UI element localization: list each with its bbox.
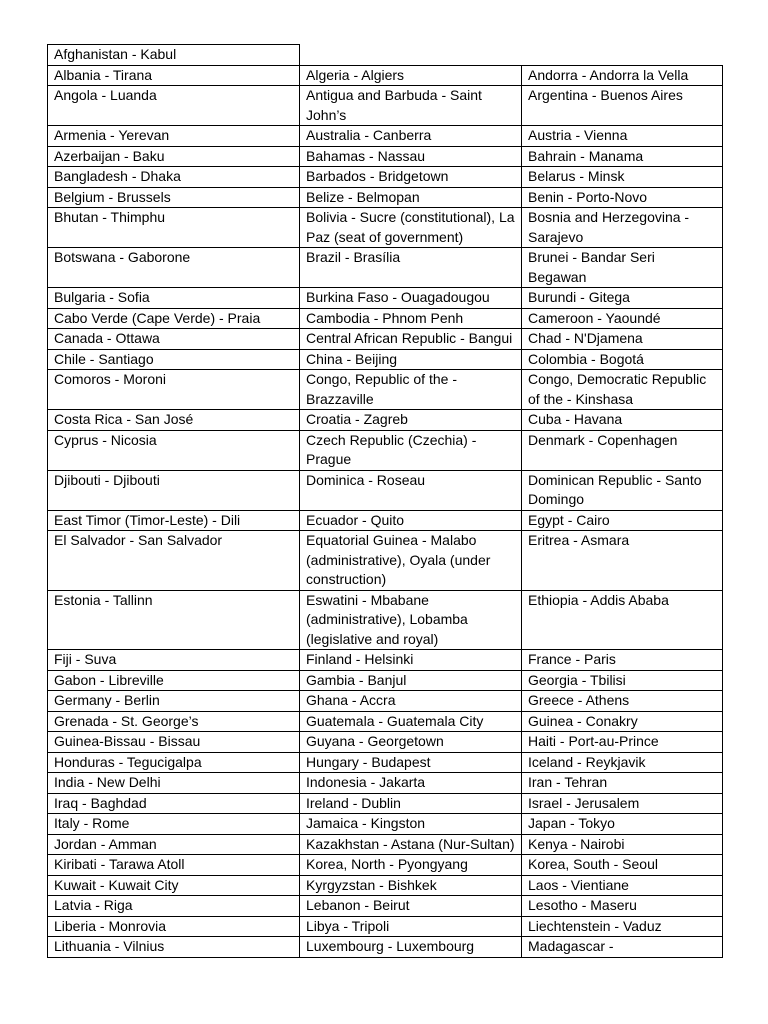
empty-cell	[300, 45, 522, 66]
table-row	[48, 126, 723, 147]
table-row	[48, 531, 723, 591]
table-row	[48, 590, 723, 650]
table-cell: Guyana - Georgetown	[300, 732, 522, 753]
table-row	[48, 430, 723, 470]
table-row	[48, 711, 723, 732]
table-cell: Dominican Republic - Santo Domingo	[522, 470, 723, 510]
table-cell: Latvia - Riga	[48, 896, 300, 917]
table-cell: Congo, Republic of the - Brazzaville	[300, 370, 522, 410]
table-cell: Ireland - Dublin	[300, 793, 522, 814]
table-cell: India - New Delhi	[48, 773, 300, 794]
table-cell: Belize - Belmopan	[300, 187, 522, 208]
table-cell: Antigua and Barbuda - Saint John’s	[300, 86, 522, 126]
table-cell: Brazil - Brasília	[300, 248, 522, 288]
table-cell: Kazakhstan - Astana (Nur-Sultan)	[300, 834, 522, 855]
table-cell: Cambodia - Phnom Penh	[300, 308, 522, 329]
table-cell: Ghana - Accra	[300, 691, 522, 712]
table-cell: Haiti - Port-au-Prince	[522, 732, 723, 753]
table-row	[48, 937, 723, 958]
table-row	[48, 470, 723, 510]
table-cell: Grenada - St. George’s	[48, 711, 300, 732]
table-cell: France - Paris	[522, 650, 723, 671]
table-cell: Denmark - Copenhagen	[522, 430, 723, 470]
table-row	[48, 187, 723, 208]
table-row	[48, 773, 723, 794]
table-cell: Kyrgyzstan - Bishkek	[300, 875, 522, 896]
table-cell: Lesotho - Maseru	[522, 896, 723, 917]
table-cell: Lithuania - Vilnius	[48, 937, 300, 958]
table-cell: Congo, Democratic Republic of the - Kinshasa	[522, 370, 723, 410]
table-cell: Bulgaria - Sofia	[48, 288, 300, 309]
table-cell: Brunei - Bandar Seri Begawan	[522, 248, 723, 288]
table-cell: Egypt - Cairo	[522, 510, 723, 531]
table-cell: Ethiopia - Addis Ababa	[522, 590, 723, 650]
table-row	[48, 167, 723, 188]
table-cell: Guinea-Bissau - Bissau	[48, 732, 300, 753]
table-cell: Colombia - Bogotá	[522, 349, 723, 370]
table-row	[48, 370, 723, 410]
table-row	[48, 349, 723, 370]
table-cell: Cabo Verde (Cape Verde) - Praia	[48, 308, 300, 329]
table-cell: Belgium - Brussels	[48, 187, 300, 208]
table-cell: Bhutan - Thimphu	[48, 208, 300, 248]
table-cell: Benin - Porto-Novo	[522, 187, 723, 208]
table-cell: Kenya - Nairobi	[522, 834, 723, 855]
table-cell: Lebanon - Beirut	[300, 896, 522, 917]
table-cell: Barbados - Bridgetown	[300, 167, 522, 188]
table-cell: Costa Rica - San José	[48, 410, 300, 431]
table-cell: Ecuador - Quito	[300, 510, 522, 531]
table-cell: Azerbaijan - Baku	[48, 146, 300, 167]
table-cell: Kiribati - Tarawa Atoll	[48, 855, 300, 876]
table-row	[48, 834, 723, 855]
table-cell: Gambia - Banjul	[300, 670, 522, 691]
table-body	[48, 45, 723, 958]
table-cell: Czech Republic (Czechia) - Prague	[300, 430, 522, 470]
table-cell: Afghanistan - Kabul	[48, 45, 300, 66]
table-cell: Angola - Luanda	[48, 86, 300, 126]
capitals-table	[47, 44, 723, 958]
table-cell: Argentina - Buenos Aires	[522, 86, 723, 126]
table-cell: Iceland - Reykjavik	[522, 752, 723, 773]
table-cell: Bangladesh - Dhaka	[48, 167, 300, 188]
table-cell: Finland - Helsinki	[300, 650, 522, 671]
table-row	[48, 65, 723, 86]
table-row	[48, 896, 723, 917]
table-cell: Korea, South - Seoul	[522, 855, 723, 876]
table-cell: Liberia - Monrovia	[48, 916, 300, 937]
table-row	[48, 916, 723, 937]
table-cell: Hungary - Budapest	[300, 752, 522, 773]
table-cell: Andorra - Andorra la Vella	[522, 65, 723, 86]
table-cell: Jordan - Amman	[48, 834, 300, 855]
table-cell: Bahamas - Nassau	[300, 146, 522, 167]
table-row	[48, 793, 723, 814]
table-row	[48, 288, 723, 309]
table-cell: Iraq - Baghdad	[48, 793, 300, 814]
table-cell: Luxembourg - Luxembourg	[300, 937, 522, 958]
table-cell: Israel - Jerusalem	[522, 793, 723, 814]
table-cell: Gabon - Libreville	[48, 670, 300, 691]
table-cell: Fiji - Suva	[48, 650, 300, 671]
table-cell: Austria - Vienna	[522, 126, 723, 147]
table-row	[48, 732, 723, 753]
table-cell: Honduras - Tegucigalpa	[48, 752, 300, 773]
table-row	[48, 208, 723, 248]
table-cell: Dominica - Roseau	[300, 470, 522, 510]
table-row	[48, 146, 723, 167]
table-cell: Jamaica - Kingston	[300, 814, 522, 835]
table-cell: Estonia - Tallinn	[48, 590, 300, 650]
table-cell: Laos - Vientiane	[522, 875, 723, 896]
table-cell: Cyprus - Nicosia	[48, 430, 300, 470]
table-cell: Italy - Rome	[48, 814, 300, 835]
table-row	[48, 308, 723, 329]
table-cell: Guinea - Conakry	[522, 711, 723, 732]
table-row	[48, 650, 723, 671]
table-row	[48, 45, 723, 66]
table-cell: Cuba - Havana	[522, 410, 723, 431]
table-row	[48, 814, 723, 835]
table-cell: Bosnia and Herzegovina - Sarajevo	[522, 208, 723, 248]
table-cell: Liechtenstein - Vaduz	[522, 916, 723, 937]
table-row	[48, 86, 723, 126]
table-cell: Belarus - Minsk	[522, 167, 723, 188]
table-cell: Chile - Santiago	[48, 349, 300, 370]
table-cell: Equatorial Guinea - Malabo (administrative), Oyala (under construction)	[300, 531, 522, 591]
table-row	[48, 691, 723, 712]
table-cell: Madagascar -	[522, 937, 723, 958]
table-row	[48, 329, 723, 350]
table-cell: Eritrea - Asmara	[522, 531, 723, 591]
table-cell: Cameroon - Yaoundé	[522, 308, 723, 329]
table-row	[48, 752, 723, 773]
table-cell: Germany - Berlin	[48, 691, 300, 712]
table-row	[48, 875, 723, 896]
table-cell: China - Beijing	[300, 349, 522, 370]
table-cell: Djibouti - Djibouti	[48, 470, 300, 510]
table-cell: Indonesia - Jakarta	[300, 773, 522, 794]
table-cell: Chad - N'Djamena	[522, 329, 723, 350]
table-cell: Greece - Athens	[522, 691, 723, 712]
table-cell: Burkina Faso - Ouagadougou	[300, 288, 522, 309]
table-cell: Armenia - Yerevan	[48, 126, 300, 147]
table-cell: Eswatini - Mbabane (administrative), Lobamba (legislative and royal)	[300, 590, 522, 650]
table-cell: Canada - Ottawa	[48, 329, 300, 350]
table-cell: Bahrain - Manama	[522, 146, 723, 167]
table-cell: Guatemala - Guatemala City	[300, 711, 522, 732]
table-cell: Libya - Tripoli	[300, 916, 522, 937]
table-cell: Australia - Canberra	[300, 126, 522, 147]
table-row	[48, 855, 723, 876]
table-row	[48, 248, 723, 288]
table-cell: El Salvador - San Salvador	[48, 531, 300, 591]
empty-cell	[522, 45, 723, 66]
table-cell: Georgia - Tbilisi	[522, 670, 723, 691]
table-cell: Burundi - Gitega	[522, 288, 723, 309]
table-cell: Iran - Tehran	[522, 773, 723, 794]
table-cell: Bolivia - Sucre (constitutional), La Paz (seat of government)	[300, 208, 522, 248]
table-cell: East Timor (Timor-Leste) - Dili	[48, 510, 300, 531]
table-cell: Korea, North - Pyongyang	[300, 855, 522, 876]
table-cell: Algeria - Algiers	[300, 65, 522, 86]
table-cell: Kuwait - Kuwait City	[48, 875, 300, 896]
table-row	[48, 510, 723, 531]
table-cell: Albania - Tirana	[48, 65, 300, 86]
table-cell: Comoros - Moroni	[48, 370, 300, 410]
table-cell: Croatia - Zagreb	[300, 410, 522, 431]
table-cell: Japan - Tokyo	[522, 814, 723, 835]
table-row	[48, 670, 723, 691]
table-cell: Botswana - Gaborone	[48, 248, 300, 288]
table-cell: Central African Republic - Bangui	[300, 329, 522, 350]
table-row	[48, 410, 723, 431]
